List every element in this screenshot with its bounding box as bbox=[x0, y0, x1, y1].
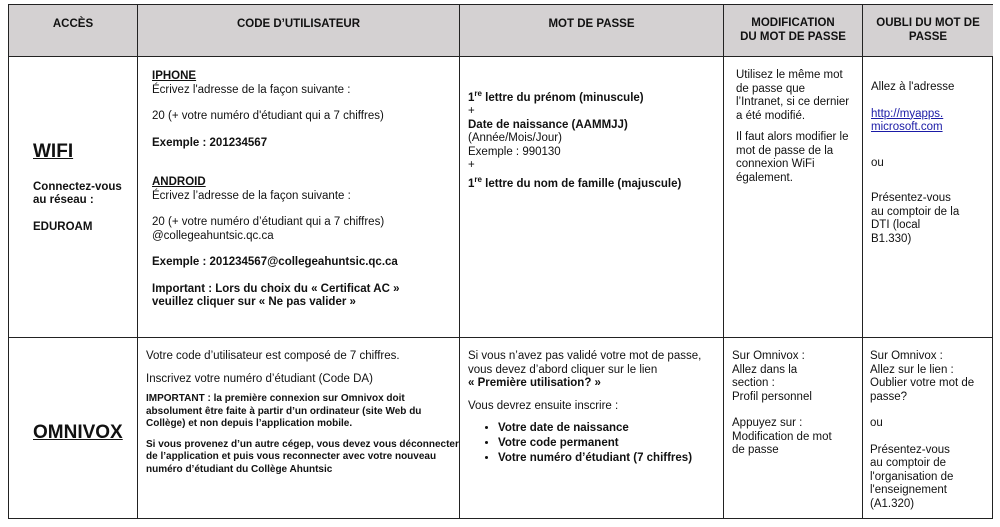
wifi-modification-cell bbox=[724, 57, 863, 338]
header-mot-de-passe-label: MOT DE PASSE bbox=[548, 18, 635, 30]
header-modification-line1: MODIFICATION bbox=[751, 17, 835, 29]
oubli-present-line1: Présentez-vous bbox=[871, 192, 951, 204]
omnivox-oubli-cell bbox=[863, 338, 993, 518]
pw-last-letter bbox=[468, 173, 723, 191]
pw-first-sup: re bbox=[474, 89, 482, 98]
iphone-instruction: Écrivez l'adresse de la façon suivante : bbox=[152, 83, 351, 96]
omnivox-pw-list bbox=[468, 421, 723, 466]
iphone-title: IPHONE bbox=[152, 70, 197, 82]
omnivox-oubli-line5: Présentez-vous bbox=[870, 443, 950, 456]
omnivox-pw-line2: vous devez d’abord cliquer sur le lien bbox=[468, 363, 658, 376]
pw-first-num: 1 bbox=[468, 91, 475, 104]
omnivox-pw-item: • Votre numéro d’étudiant (7 chiffres) bbox=[498, 451, 723, 466]
omnivox-code-p2: Inscrivez votre numéro d’étudiant (Code DA) bbox=[146, 372, 373, 385]
android-example: Exemple : 201234567@collegeahuntsic.qc.ca bbox=[152, 256, 398, 268]
myapps-link-line2[interactable]: microsoft.com bbox=[871, 121, 943, 133]
omnivox-pw-then: Vous devrez ensuite inscrire : bbox=[468, 399, 619, 412]
header-acces bbox=[9, 5, 138, 57]
omnivox-other-line2: de l’application et puis vous reconnecter avec votre nouveau bbox=[146, 451, 437, 462]
modif-p2-line4: également. bbox=[736, 171, 793, 184]
pw-plus-1: + bbox=[468, 105, 475, 118]
iphone-format: 20 (+ votre numéro d'étudiant qui a 7 chiffres) bbox=[152, 110, 384, 122]
modif-p1-line3: l’Intranet, si ce dernier bbox=[736, 96, 850, 108]
omnivox-code-cell bbox=[138, 338, 460, 518]
omnivox-modif-line2: Allez dans la bbox=[732, 363, 798, 376]
omnivox-other-line1: Si vous provenez d’un autre cégep, vous devez vous déconnecter bbox=[146, 438, 459, 450]
pw-last-text: lettre du nom de famille (majuscule) bbox=[481, 177, 682, 190]
omnivox-oubli-line3: Oublier votre mot de bbox=[870, 377, 975, 389]
pw-plus-2: + bbox=[468, 159, 475, 172]
pw-last-num: 1 bbox=[468, 177, 475, 190]
omnivox-oubli-line9: (A1.320) bbox=[870, 497, 915, 510]
omnivox-code-p1: Votre code d’utilisateur est composé de 7 chiffres. bbox=[146, 350, 400, 362]
android-title: ANDROID bbox=[152, 176, 206, 188]
modif-p1-line1: Utilisez le même mot bbox=[736, 69, 843, 81]
omnivox-pw-item: • Votre code permanent bbox=[498, 436, 723, 451]
omnivox-oubli-line2: Allez sur le lien : bbox=[870, 363, 954, 376]
iphone-example: Exemple : 201234567 bbox=[152, 136, 268, 149]
access-table bbox=[8, 4, 993, 519]
omnivox-access-cell bbox=[9, 338, 138, 518]
wifi-code-cell bbox=[138, 57, 460, 338]
modif-p1-line2: de passe que bbox=[736, 82, 806, 95]
omnivox-modif-line7: de passe bbox=[732, 444, 779, 456]
omnivox-oubli-line8: l'enseignement bbox=[870, 484, 947, 496]
premiere-utilisation-link: « Première utilisation? » bbox=[468, 377, 601, 389]
omnivox-title: OMNIVOX bbox=[33, 422, 123, 443]
omnivox-password-cell bbox=[460, 338, 724, 518]
header-oubli-line2: PASSE bbox=[908, 31, 948, 43]
modif-p2-line3: connexion WiFi bbox=[736, 158, 815, 170]
omnivox-modification-cell bbox=[724, 338, 863, 518]
wifi-connect-line2: au réseau : bbox=[33, 194, 94, 206]
omnivox-important-line3: Collège) et non depuis l’application mobile. bbox=[146, 418, 353, 429]
omnivox-modif-line3: section : bbox=[732, 377, 775, 389]
header-code bbox=[138, 5, 460, 57]
omnivox-oubli-line7: l'organisation de bbox=[870, 470, 954, 483]
header-mot-de-passe bbox=[460, 5, 724, 57]
oubli-present-line4: B1.330) bbox=[871, 232, 912, 245]
myapps-link-line1[interactable]: http://myapps. bbox=[871, 107, 944, 120]
header-modification bbox=[724, 5, 863, 57]
omnivox-oubli-line1: Sur Omnivox : bbox=[870, 350, 943, 362]
omnivox-oubli-line6: au comptoir de bbox=[870, 457, 947, 469]
wifi-network-name: EDUROAM bbox=[33, 220, 93, 233]
myapps-link[interactable] bbox=[871, 108, 993, 135]
omnivox-important-line1: IMPORTANT : la première connexion sur Omnivox doit bbox=[146, 393, 405, 404]
modif-p2-line2: mot de passe de la bbox=[736, 144, 834, 157]
omnivox-pw-item: • Votre date de naissance bbox=[498, 421, 723, 436]
modif-p2-line1: Il faut alors modifier le bbox=[736, 131, 849, 143]
pw-first-letter bbox=[468, 87, 723, 105]
omnivox-modif-line4: Profil personnel bbox=[732, 390, 812, 403]
android-important-line1: Important : Lors du choix du « Certificat AC » bbox=[152, 282, 400, 295]
omnivox-other-line3: numéro d’étudiant du Collège Ahuntsic bbox=[146, 463, 333, 475]
pw-birth-format: (Année/Mois/Jour) bbox=[468, 132, 562, 145]
omnivox-pw-line1: Si vous n’avez pas validé votre mot de passe, bbox=[468, 350, 702, 362]
android-important-line2: veuillez cliquer sur « Ne pas valider » bbox=[152, 296, 356, 308]
pw-birth: Date de naissance (AAMMJJ) bbox=[468, 118, 628, 131]
oubli-or: ou bbox=[871, 156, 884, 169]
omnivox-modif-line1: Sur Omnivox : bbox=[732, 350, 805, 362]
header-oubli-line1: OUBLI DU MOT DE bbox=[876, 17, 980, 29]
header-acces-label: ACCÈS bbox=[52, 18, 94, 30]
header-code-label: CODE D’UTILISATEUR bbox=[236, 18, 361, 30]
omnivox-modif-line5: Appuyez sur : bbox=[732, 417, 803, 429]
android-format-line1: 20 (+ votre numéro d’étudiant qui a 7 chiffres) bbox=[152, 216, 385, 228]
modif-p1-line4: a été modifié. bbox=[736, 109, 806, 122]
oubli-present-line3: DTI (local bbox=[871, 219, 921, 231]
omnivox-oubli-line4: passe? bbox=[870, 390, 908, 403]
pw-last-sup: re bbox=[474, 174, 482, 184]
android-instruction: Écrivez l’adresse de la façon suivante : bbox=[152, 189, 351, 202]
wifi-access-cell bbox=[9, 57, 138, 338]
header-modification-line2: DU MOT DE PASSE bbox=[740, 31, 846, 43]
omnivox-important-line2: absolument être faite à partir d’un ordinateur (site Web du bbox=[146, 405, 422, 417]
wifi-password-cell bbox=[460, 57, 724, 338]
pw-first-text: lettre du prénom (minuscule) bbox=[481, 91, 644, 104]
oubli-present-line2: au comptoir de la bbox=[871, 205, 960, 218]
wifi-connect-line1: Connectez-vous bbox=[33, 180, 122, 193]
header-oubli bbox=[863, 5, 993, 57]
omnivox-oubli-or: ou bbox=[870, 417, 883, 429]
wifi-oubli-cell bbox=[863, 57, 993, 338]
pw-birth-example: Exemple : 990130 bbox=[468, 145, 561, 158]
wifi-title: WIFI bbox=[33, 141, 74, 162]
oubli-goto: Allez à l'adresse bbox=[871, 81, 955, 93]
omnivox-modif-line6: Modification de mot bbox=[732, 430, 832, 443]
android-format-line2: @collegeahuntsic.qc.ca bbox=[152, 229, 274, 242]
